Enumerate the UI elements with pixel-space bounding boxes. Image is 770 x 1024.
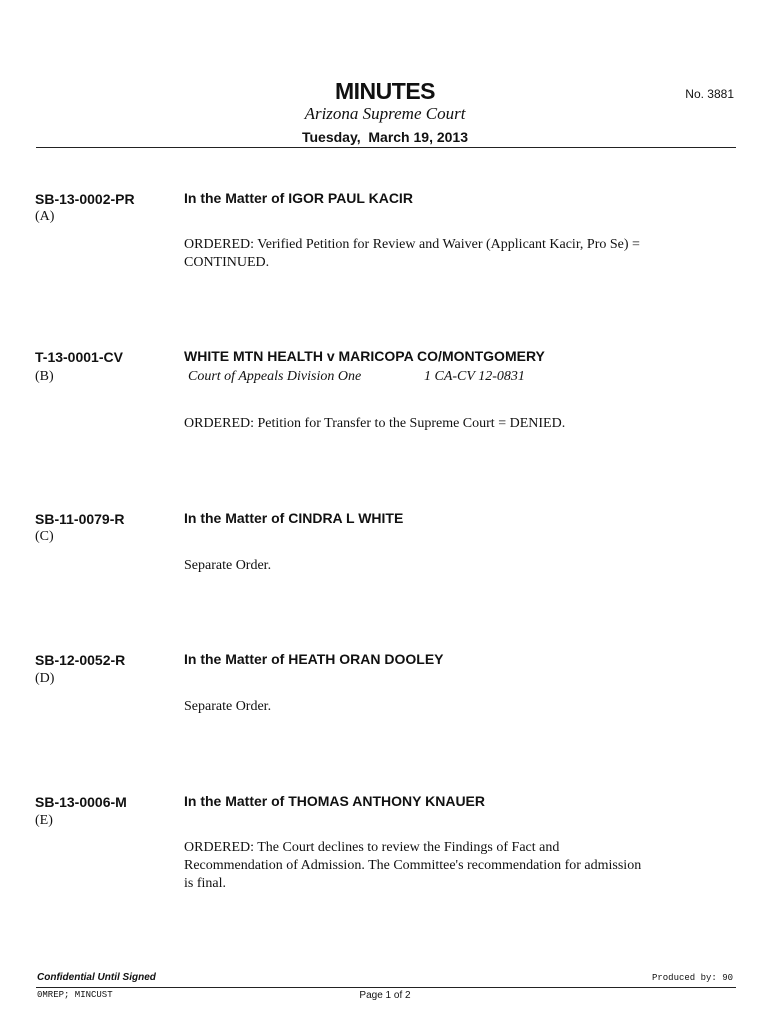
- case-title: WHITE MTN HEALTH v MARICOPA CO/MONTGOMERY: [184, 348, 545, 364]
- page-title: MINUTES: [335, 78, 435, 104]
- case-order: [184, 698, 704, 716]
- report-codes: 0MREP; MINCUST: [37, 990, 113, 1000]
- minutes-date: Tuesday, March 19, 2013: [301, 129, 468, 145]
- page-number: Page 1 of 2: [359, 990, 411, 1001]
- order-line: is final.: [184, 876, 226, 891]
- case-letter: (D): [35, 671, 55, 686]
- case-title: In the Matter of HEATH ORAN DOOLEY: [184, 651, 444, 667]
- case-title: In the Matter of THOMAS ANTHONY KNAUER: [184, 793, 485, 809]
- case-order: [184, 839, 704, 893]
- court-name: Arizona Supreme Court: [304, 104, 466, 123]
- case-number: SB-13-0002-PR: [35, 191, 135, 207]
- order-line: Recommendation of Admission. The Committee's recommendation for admission: [184, 858, 642, 873]
- case-title: In the Matter of IGOR PAUL KACIR: [184, 190, 413, 206]
- case-letter: (E): [35, 813, 53, 828]
- case-letter: (B): [35, 369, 54, 384]
- order-line: Separate Order.: [184, 699, 272, 714]
- case-order: [184, 557, 704, 575]
- case-letter: (A): [35, 209, 55, 224]
- minutes-number: No. 3881: [685, 87, 734, 101]
- case-number: SB-12-0052-R: [35, 652, 126, 668]
- footer-divider: [36, 987, 736, 988]
- header-divider: [36, 147, 736, 148]
- case-order: [184, 415, 704, 433]
- case-number: SB-11-0079-R: [35, 511, 125, 527]
- confidential-notice: Confidential Until Signed: [37, 972, 156, 983]
- order-line: Separate Order.: [184, 558, 272, 573]
- case-letter: (C): [35, 529, 54, 544]
- case-title: In the Matter of CINDRA L WHITE: [184, 510, 404, 526]
- order-line: CONTINUED.: [184, 255, 270, 270]
- order-line: ORDERED: Petition for Transfer to the Supreme Court = DENIED.: [184, 416, 566, 431]
- case-number: SB-13-0006-M: [35, 794, 127, 810]
- order-line: ORDERED: Verified Petition for Review and Waiver (Applicant Kacir, Pro Se) =: [184, 237, 640, 252]
- order-line: ORDERED: The Court declines to review the Findings of Fact and: [184, 840, 560, 855]
- produced-by: Produced by: 90: [651, 973, 733, 983]
- case-order: [184, 236, 704, 272]
- lower-court: Court of Appeals Division One: [188, 369, 362, 384]
- case-number: T-13-0001-CV: [35, 349, 123, 365]
- lower-court-case-number: 1 CA-CV 12-0831: [424, 369, 525, 384]
